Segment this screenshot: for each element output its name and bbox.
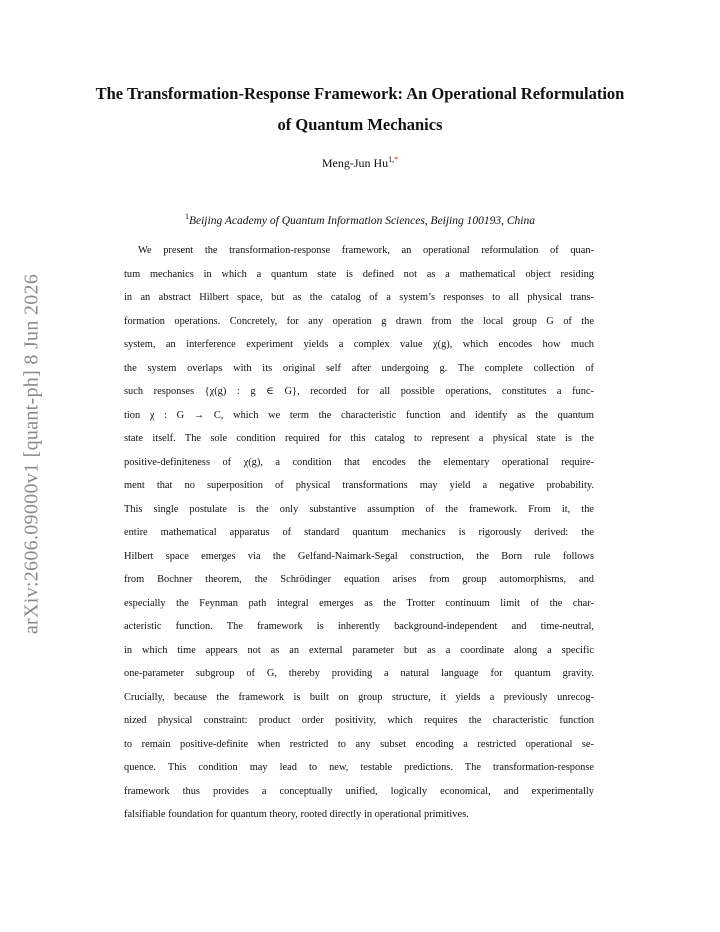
paper-title bbox=[70, 78, 650, 140]
author-name: Meng-Jun Hu bbox=[321, 156, 389, 170]
author-superscript bbox=[388, 155, 398, 164]
abstract-line: falsifiable foundation for quantum theory, rooted directly in operational primitives. bbox=[124, 809, 469, 820]
abstract-line: ment that no superposition of physical transformations may yield a negative probability. bbox=[124, 480, 594, 491]
abstract-line: This single postulate is the only substantive assumption of the framework. From it, the bbox=[124, 503, 594, 515]
abstract-line: in an abstract Hilbert space, but as the catalog of a system’s responses to all physical trans- bbox=[124, 292, 594, 303]
affiliation-text: Beijing Academy of Quantum Information Sciences, Beijing 100193, China bbox=[188, 215, 535, 227]
author-line bbox=[0, 151, 720, 172]
corresponding-author-mark: * bbox=[394, 155, 399, 164]
abstract-line: framework thus provides a conceptually unified, logically economical, and experimentally bbox=[124, 785, 594, 797]
abstract bbox=[124, 239, 594, 827]
abstract-line: nized physical constraint: product order positivity, which requires the characteristic function bbox=[124, 715, 594, 726]
paper-title-line-2: of Quantum Mechanics bbox=[277, 115, 443, 134]
abstract-line: quence. This condition may lead to new, testable predictions. The transformation-response bbox=[124, 762, 594, 773]
abstract-line: to remain positive-definite when restricted to any subset encoding a restricted operational se- bbox=[124, 738, 594, 750]
abstract-line: We present the transformation-response framework, an operational reformulation of quan- bbox=[138, 245, 594, 256]
author-affiliation-mark: 1, bbox=[388, 155, 395, 164]
abstract-line: positive-definiteness of χ(g), a condition that encodes the elementary operational require- bbox=[124, 456, 594, 468]
abstract-line: state itself. The sole condition required for this catalog to represent a physical state is the bbox=[124, 433, 594, 444]
abstract-line: Crucially, because the framework is built on group structure, it yields a previously unrecog- bbox=[124, 691, 594, 703]
abstract-line: such responses {χ(g) : g ∈ G}, recorded for all possible operations, constitutes a func- bbox=[124, 386, 594, 397]
abstract-line: Hilbert space emerges via the Gelfand-Naimark-Segal construction, the Born rule follows bbox=[124, 550, 594, 562]
affiliation-mark: 1 bbox=[184, 212, 189, 221]
abstract-line: especially the Feynman path integral emerges as the Trotter continuum limit of the char- bbox=[124, 597, 594, 609]
arxiv-identifier-stamp: arXiv:2606.09000v1 [quant-ph] 8 Jun 2026 bbox=[20, 273, 43, 635]
affiliation-line bbox=[0, 208, 720, 230]
paper-title-line-1: The Transformation-Response Framework: An Operational Reformulation bbox=[95, 84, 625, 103]
abstract-line: the system overlaps with its original self after undergoing g. The complete collection of bbox=[124, 362, 594, 374]
abstract-line: tion χ : G → C, which we term the characteristic function and identify as the quantum bbox=[124, 409, 594, 421]
abstract-line: system, an interference experiment yields a complex value χ(g), which encodes how much bbox=[124, 339, 594, 350]
abstract-line: from Bochner theorem, the Schrödinger equation arises from group automorphisms, and bbox=[124, 574, 594, 585]
abstract-line: tum mechanics in which a quantum state is defined not as a mathematical object residing bbox=[124, 268, 594, 280]
abstract-line: one-parameter subgroup of G, thereby providing a natural language for quantum gravity. bbox=[124, 668, 594, 679]
abstract-line: in which time appears not as an external parameter but as a coordinate along a specific bbox=[124, 644, 594, 656]
abstract-line: acteristic function. The framework is inherently background-independent and time-neutral, bbox=[124, 621, 594, 632]
abstract-line: formation operations. Concretely, for any operation g drawn from the local group G of the bbox=[124, 315, 594, 327]
abstract-line: entire mathematical apparatus of standard quantum mechanics is rigorously derived: the bbox=[124, 527, 594, 538]
